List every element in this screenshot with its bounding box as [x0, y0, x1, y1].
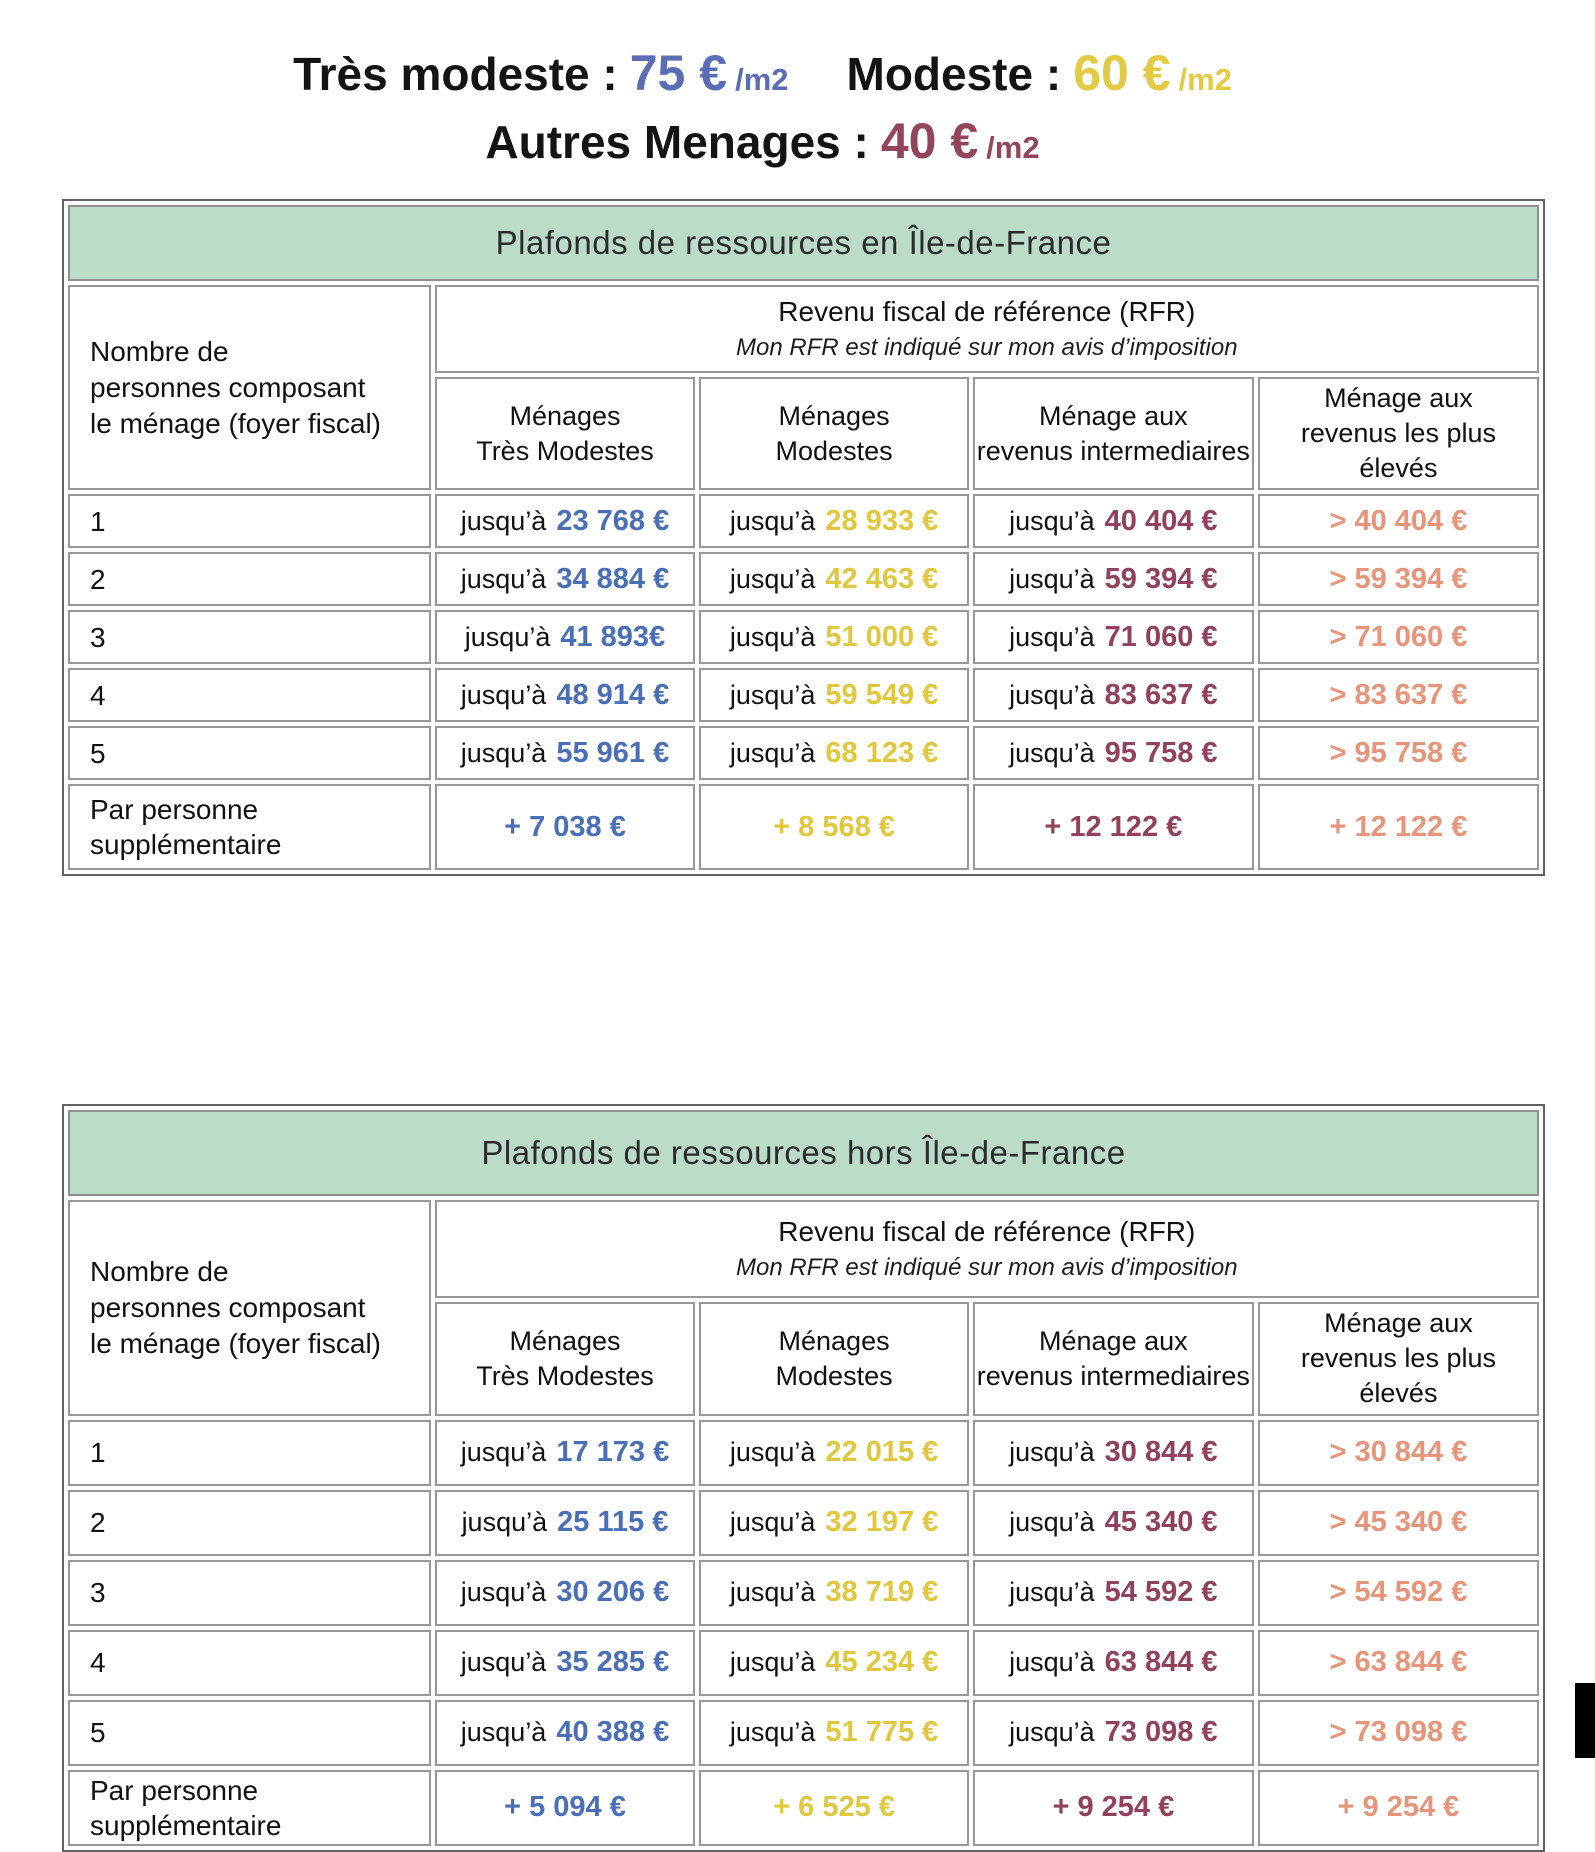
- value-cell: [1258, 1700, 1539, 1766]
- value-prefix: jusqu’à: [464, 621, 551, 652]
- pricing-value: 60 €: [1073, 45, 1171, 101]
- value-cell: [699, 668, 968, 722]
- value-cell: [973, 1420, 1254, 1486]
- value-prefix: jusqu’à: [1009, 621, 1095, 652]
- value-cell: [1258, 610, 1539, 664]
- value-prefix: jusqu’à: [729, 737, 816, 768]
- value-cell: [1258, 784, 1539, 870]
- value-cell: [699, 1560, 968, 1626]
- value-amount: 59 549 €: [825, 678, 939, 711]
- value-prefix: jusqu’à: [729, 1577, 816, 1608]
- value-cell: [699, 1420, 968, 1486]
- row-label: Par personne supplémentaire: [68, 1770, 431, 1846]
- value-cell: [973, 668, 1254, 722]
- value-prefix: jusqu’à: [729, 1647, 816, 1678]
- black-corner-artifact: [1575, 1683, 1595, 1758]
- value-cell: [435, 784, 696, 870]
- pricing-value: 75 €: [629, 45, 728, 101]
- value-cell: [699, 1630, 968, 1696]
- value-cell: [973, 1770, 1254, 1846]
- value-amount: 34 884 €: [556, 562, 670, 595]
- value-cell: [973, 726, 1254, 780]
- value-amount: + 8 568 €: [773, 810, 895, 843]
- column-header-0: Ménages Très Modestes: [435, 377, 696, 490]
- rfr-header: [435, 285, 1539, 373]
- rfr-header: [435, 1200, 1539, 1298]
- value-prefix: jusqu’à: [1009, 1437, 1095, 1468]
- value-prefix: jusqu’à: [460, 505, 547, 536]
- value-cell: [699, 494, 968, 548]
- value-amount: 40 404 €: [1104, 504, 1218, 537]
- value-amount: 22 015 €: [825, 1436, 939, 1469]
- value-amount: 54 592 €: [1104, 1576, 1218, 1609]
- title-row: [68, 205, 1539, 281]
- table-row: [68, 1560, 1539, 1626]
- value-cell: [973, 610, 1254, 664]
- row-label: 4: [68, 1630, 431, 1696]
- table-row: [68, 784, 1539, 870]
- table-row: [68, 1630, 1539, 1696]
- value-cell: [435, 610, 696, 664]
- value-cell: [973, 784, 1254, 870]
- value-amount: 45 234 €: [825, 1646, 939, 1679]
- tables-root: [0, 199, 1595, 1852]
- table-row: [68, 668, 1539, 722]
- value-cell: [699, 1770, 968, 1846]
- value-prefix: jusqu’à: [1009, 563, 1095, 594]
- table-row: [68, 1420, 1539, 1486]
- value-amount: 42 463 €: [825, 562, 939, 595]
- table-row: [68, 1700, 1539, 1766]
- value-prefix: jusqu’à: [1009, 1647, 1095, 1678]
- pricing-segment: [485, 108, 1039, 176]
- value-cell: [699, 784, 968, 870]
- row-label: 2: [68, 1490, 431, 1556]
- value-amount: 95 758 €: [1104, 736, 1218, 769]
- table-row: [68, 494, 1539, 548]
- table-row: [68, 1770, 1539, 1846]
- value-amount: + 6 525 €: [773, 1791, 895, 1824]
- value-cell: [435, 1420, 696, 1486]
- table-row: [68, 552, 1539, 606]
- value-prefix: jusqu’à: [460, 679, 547, 710]
- value-amount: 28 933 €: [825, 504, 939, 537]
- value-prefix: jusqu’à: [1009, 1577, 1095, 1608]
- row-label: 5: [68, 726, 431, 780]
- table-row: [68, 726, 1539, 780]
- value-amount: > 40 404 €: [1329, 504, 1468, 537]
- value-prefix: jusqu’à: [460, 1437, 547, 1468]
- row-label: 3: [68, 1560, 431, 1626]
- value-prefix: jusqu’à: [729, 1437, 816, 1468]
- value-amount: 51 775 €: [825, 1716, 939, 1749]
- value-cell: [435, 1770, 696, 1846]
- value-amount: 17 173 €: [556, 1436, 670, 1469]
- value-cell: [1258, 1560, 1539, 1626]
- value-prefix: jusqu’à: [460, 563, 547, 594]
- row-label: 4: [68, 668, 431, 722]
- column-header-3: Ménage aux revenus les plus élevés: [1258, 1302, 1539, 1415]
- value-prefix: jusqu’à: [1009, 505, 1095, 536]
- value-amount: 68 123 €: [825, 736, 939, 769]
- pricing-line-2: [0, 108, 1525, 176]
- value-prefix: jusqu’à: [460, 1647, 547, 1678]
- value-prefix: jusqu’à: [461, 1507, 548, 1538]
- value-amount: 41 893€: [560, 620, 666, 653]
- value-cell: [435, 552, 696, 606]
- table-idf: [62, 199, 1545, 876]
- rfr-subtitle: Mon RFR est indiqué sur mon avis d’imposition: [736, 334, 1238, 361]
- rfr-title: Revenu fiscal de référence (RFR): [778, 1216, 1196, 1248]
- value-cell: [699, 1490, 968, 1556]
- pricing-line-1: [0, 40, 1525, 108]
- value-cell: [1258, 552, 1539, 606]
- row-label: 2: [68, 552, 431, 606]
- value-amount: 63 844 €: [1104, 1646, 1218, 1679]
- value-prefix: jusqu’à: [729, 621, 816, 652]
- pricing-label: Modeste :: [846, 48, 1062, 100]
- pricing-unit: /m2: [1178, 62, 1232, 97]
- column-header-3: Ménage aux revenus les plus élevés: [1258, 377, 1539, 490]
- value-cell: [699, 610, 968, 664]
- value-amount: 30 206 €: [556, 1576, 670, 1609]
- row-label: 3: [68, 610, 431, 664]
- value-amount: > 83 637 €: [1329, 678, 1468, 711]
- row-label: 1: [68, 494, 431, 548]
- value-amount: + 9 254 €: [1337, 1791, 1460, 1824]
- value-amount: > 59 394 €: [1329, 562, 1468, 595]
- pricing-unit: /m2: [735, 62, 789, 97]
- value-cell: [973, 1630, 1254, 1696]
- value-prefix: jusqu’à: [1009, 1717, 1095, 1748]
- value-prefix: jusqu’à: [1009, 679, 1095, 710]
- value-amount: 48 914 €: [556, 678, 670, 711]
- value-prefix: jusqu’à: [1009, 737, 1095, 768]
- value-amount: > 73 098 €: [1329, 1716, 1468, 1749]
- value-amount: + 9 254 €: [1052, 1791, 1175, 1824]
- value-amount: > 45 340 €: [1329, 1506, 1468, 1539]
- value-cell: [435, 726, 696, 780]
- household-size-header: Nombre de personnes composant le ménage (foyer fiscal): [68, 1200, 431, 1415]
- value-cell: [1258, 1490, 1539, 1556]
- value-amount: 55 961 €: [556, 736, 670, 769]
- value-amount: + 5 094 €: [504, 1791, 626, 1824]
- rfr-row: [68, 285, 1539, 373]
- value-prefix: jusqu’à: [460, 1577, 547, 1608]
- value-amount: > 95 758 €: [1329, 736, 1468, 769]
- household-size-header: Nombre de personnes composant le ménage (foyer fiscal): [68, 285, 431, 490]
- rfr-subtitle: Mon RFR est indiqué sur mon avis d’imposition: [736, 1254, 1238, 1282]
- value-amount: 40 388 €: [556, 1716, 670, 1749]
- value-cell: [435, 668, 696, 722]
- value-amount: > 71 060 €: [1329, 620, 1468, 653]
- value-prefix: jusqu’à: [729, 563, 816, 594]
- value-amount: 59 394 €: [1104, 562, 1218, 595]
- table-title: Plafonds de ressources en Île-de-France: [68, 205, 1539, 281]
- value-cell: [435, 1490, 696, 1556]
- pricing-segment: [293, 40, 788, 108]
- value-amount: > 63 844 €: [1329, 1646, 1468, 1679]
- value-cell: [699, 726, 968, 780]
- value-amount: 23 768 €: [556, 504, 670, 537]
- pricing-label: Très modeste :: [293, 48, 618, 100]
- value-amount: 51 000 €: [825, 620, 939, 653]
- value-cell: [1258, 494, 1539, 548]
- pricing-segment: [847, 40, 1232, 108]
- value-amount: + 12 122 €: [1329, 810, 1468, 843]
- value-amount: 25 115 €: [557, 1506, 669, 1539]
- pricing-unit: /m2: [986, 129, 1040, 165]
- value-amount: 73 098 €: [1104, 1716, 1218, 1749]
- value-amount: 30 844 €: [1104, 1436, 1218, 1469]
- value-prefix: jusqu’à: [729, 679, 816, 710]
- value-cell: [1258, 1630, 1539, 1696]
- value-amount: 45 340 €: [1104, 1506, 1218, 1539]
- row-label: Par personne supplémentaire: [68, 784, 431, 870]
- resources-table: [62, 199, 1545, 876]
- value-prefix: jusqu’à: [460, 1717, 547, 1748]
- rfr-row: [68, 1200, 1539, 1298]
- pricing-value: 40 €: [880, 112, 979, 169]
- value-prefix: jusqu’à: [729, 505, 816, 536]
- value-cell: [699, 1700, 968, 1766]
- value-amount: 83 637 €: [1104, 678, 1218, 711]
- value-cell: [435, 1700, 696, 1766]
- table-row: [68, 610, 1539, 664]
- table-row: [68, 1490, 1539, 1556]
- value-cell: [1258, 726, 1539, 780]
- column-header-1: Ménages Modestes: [699, 377, 968, 490]
- value-cell: [435, 1560, 696, 1626]
- rfr-title: Revenu fiscal de référence (RFR): [778, 296, 1196, 327]
- value-amount: > 30 844 €: [1329, 1436, 1468, 1469]
- row-label: 5: [68, 1700, 431, 1766]
- value-cell: [973, 494, 1254, 548]
- title-row: [68, 1110, 1539, 1196]
- value-cell: [973, 1560, 1254, 1626]
- value-amount: 35 285 €: [556, 1646, 670, 1679]
- column-header-2: Ménage aux revenus intermediaires: [973, 377, 1254, 490]
- value-cell: [435, 1630, 696, 1696]
- value-amount: 32 197 €: [825, 1506, 939, 1539]
- value-cell: [699, 552, 968, 606]
- value-prefix: jusqu’à: [1009, 1507, 1095, 1538]
- pricing-header: [0, 0, 1595, 175]
- table-hors-idf: [62, 1104, 1545, 1851]
- value-cell: [973, 1700, 1254, 1766]
- value-cell: [435, 494, 696, 548]
- column-header-2: Ménage aux revenus intermediaires: [973, 1302, 1254, 1415]
- column-header-1: Ménages Modestes: [699, 1302, 968, 1415]
- value-cell: [973, 552, 1254, 606]
- value-cell: [1258, 1420, 1539, 1486]
- value-amount: + 12 122 €: [1044, 810, 1183, 843]
- value-amount: + 7 038 €: [504, 810, 626, 843]
- pricing-label: Autres Menages :: [485, 115, 869, 168]
- value-amount: 71 060 €: [1104, 620, 1218, 653]
- value-cell: [1258, 668, 1539, 722]
- value-prefix: jusqu’à: [729, 1507, 816, 1538]
- value-prefix: jusqu’à: [460, 737, 547, 768]
- value-prefix: jusqu’à: [729, 1717, 816, 1748]
- value-cell: [1258, 1770, 1539, 1846]
- row-label: 1: [68, 1420, 431, 1486]
- value-amount: 38 719 €: [825, 1576, 939, 1609]
- value-cell: [973, 1490, 1254, 1556]
- value-amount: > 54 592 €: [1329, 1576, 1468, 1609]
- column-header-0: Ménages Très Modestes: [435, 1302, 696, 1415]
- table-title: Plafonds de ressources hors Île-de-France: [68, 1110, 1539, 1196]
- resources-table: [62, 1104, 1545, 1851]
